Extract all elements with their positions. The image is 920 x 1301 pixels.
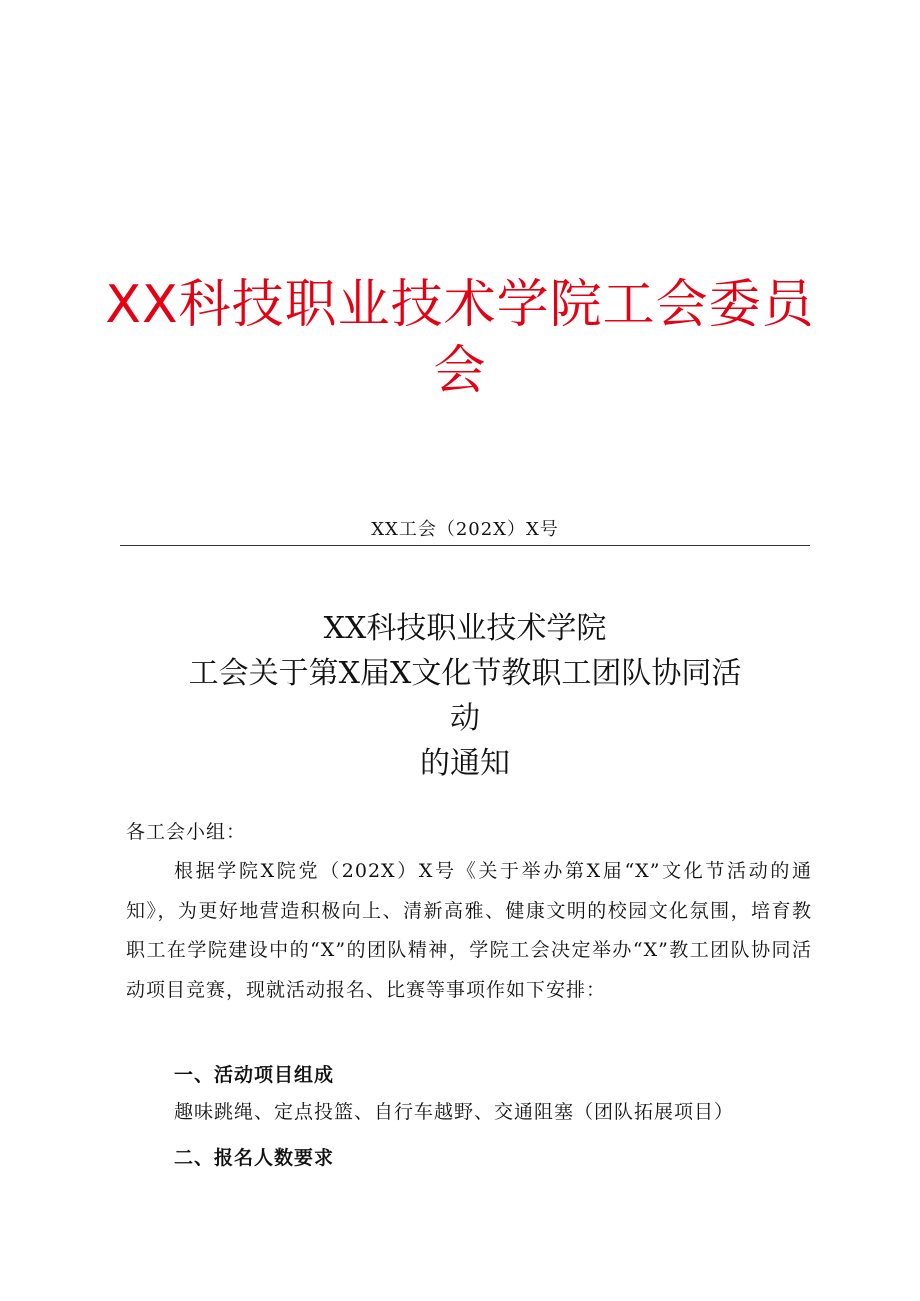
organization-title: XX科技职业技术学院工会委员会 bbox=[105, 275, 815, 401]
activity-items-list: 趣味跳绳、定点投篮、自行车越野、交通阻塞（团队拓展项目） bbox=[174, 1101, 735, 1123]
body-paragraph: 根据学院X院党（202X）X号《关于举办第X届“X”文化节活动的通知》，为更好地营造积极向上、清新高雅、健康文明的校园文化氛围，培育教职工在学院建设中的“X”的团队精神，学院工会决定举办“X”教工团队协同活动项目竞赛，现就活动报名、比赛等事项作如下安排： bbox=[126, 860, 812, 1001]
notice-title-line-4: 的通知 bbox=[420, 746, 510, 781]
document-number: XX工会（202X）X号 bbox=[371, 519, 559, 540]
notice-title-line-2: 工会关于第X届X文化节教职工团队协同活 bbox=[188, 656, 742, 691]
header-divider bbox=[120, 545, 810, 546]
notice-title-line-3: 动 bbox=[450, 701, 480, 736]
section-heading-registration: 二、报名人数要求 bbox=[174, 1147, 335, 1169]
salutation: 各工会小组： bbox=[126, 821, 247, 843]
notice-title bbox=[100, 606, 830, 786]
section-heading-activity-items: 一、活动项目组成 bbox=[174, 1064, 335, 1086]
notice-title-line-1: XX科技职业技术学院 bbox=[323, 611, 607, 646]
